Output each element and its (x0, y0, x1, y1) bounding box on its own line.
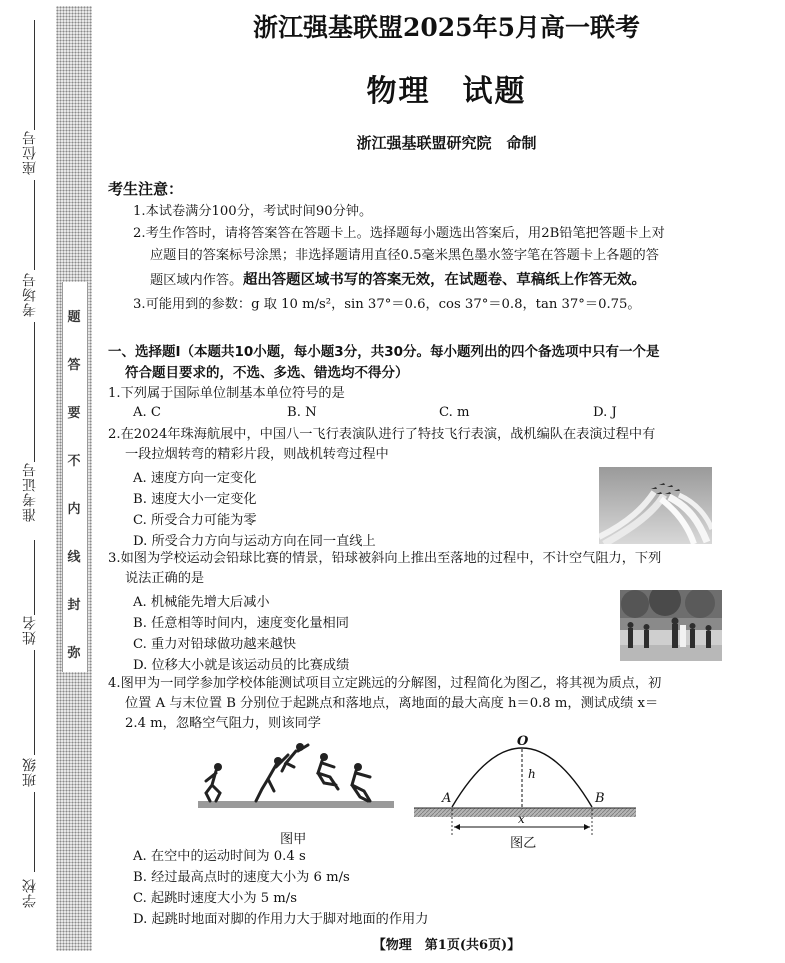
note-item: 2.考生作答时，请将答案答在答题卡上。选择题每小题选出答案后，用2B铅笔把答题卡上对 (133, 226, 665, 241)
shot-put-photo (620, 590, 722, 661)
q4-option-a: A. 在空中的运动时间为 0.4 s (133, 849, 306, 864)
note-item: 1.本试卷满分100分，考试时间90分钟。 (133, 204, 373, 219)
q1-option-b: B. N (287, 405, 317, 420)
section-heading: 一、选择题Ⅰ（本题共10小题，每小题3分，共30分。每小题列出的四个备选项中只有一个是 (108, 344, 660, 360)
exam-title: 浙江强基联盟2025年5月高一联考 (253, 13, 640, 42)
q3-option-c: C. 重力对铅球做功越来越快 (133, 637, 297, 652)
long-jump-sequence-figure (196, 737, 396, 812)
trajectory-diagram (414, 734, 636, 837)
q3-option-d: D. 位移大小就是该运动员的比赛成绩 (133, 658, 350, 673)
seal-char: 要 (67, 406, 81, 421)
q4-stem: 位置 A 与末位置 B 分别位于起跳点和落地点，离地面的最大高度 h＝0.8 m，测试成绩 x＝ (125, 696, 659, 711)
point-b-label: B (595, 791, 605, 806)
q3-stem: 说法正确的是 (125, 571, 205, 586)
page-footer: 【物理 第1页(共6页)】 (372, 938, 521, 953)
q2-stem: 2.在2024年珠海航展中，中国八一飞行表演队进行了特技飞行表演，战机编队在表演过程中有 (108, 427, 656, 442)
q3-option-a: A. 机械能先增大后减小 (133, 595, 270, 610)
point-o-label: O (517, 734, 529, 749)
q1-option-a: A. C (133, 405, 161, 420)
q2-option-b: B. 速度大小一定变化 (133, 492, 257, 507)
seal-char: 封 (67, 598, 81, 613)
q2-option-a: A. 速度方向一定变化 (133, 471, 257, 486)
q4-option-d: D. 起跳时地面对脚的作用力大于脚对地面的作用力 (133, 912, 429, 927)
exam-room-label: 考场号 (22, 272, 38, 317)
seal-char: 题 (67, 310, 81, 325)
binding-line (34, 540, 35, 615)
q1-stem: 1.下列属于国际单位制基本单位符号的是 (108, 386, 345, 401)
binding-line (34, 792, 35, 872)
seal-box (62, 282, 88, 672)
q4-stem: 4.图甲为一同学参加学校体能测试项目立定跳远的分解图，过程简化为图乙，将其视为质点，初 (108, 676, 662, 691)
seal-char: 弥 (67, 646, 81, 661)
height-h-label: h (528, 767, 536, 781)
q3-option-b: B. 任意相等时间内，速度变化量相同 (133, 616, 349, 631)
seal-char: 答 (67, 358, 81, 373)
notes-title: 考生注意： (108, 180, 184, 198)
airshow-photo (599, 467, 712, 544)
seal-char: 线 (67, 550, 81, 565)
q4-stem: 2.4 m，忽略空气阻力，则该同学 (125, 716, 321, 731)
school-label: 学校 (22, 878, 38, 908)
binding-strip (0, 0, 100, 963)
q4-option-c: C. 起跳时速度大小为 5 m/s (133, 891, 297, 906)
note-emphasis: 超出答题区域书写的答案无效，在试题卷、草稿纸上作答无效。 (243, 272, 646, 288)
note-item: 3.可能用到的参数：g 取 10 m/s²，sin 37°＝0.6，cos 37°＝0.8，tan 37°＝0.75。 (133, 297, 641, 312)
ticket-label: 准考证号 (22, 462, 38, 522)
binding-line (34, 650, 35, 755)
distance-x-label: x (518, 812, 525, 826)
figure-1-caption: 图甲 (280, 832, 307, 847)
class-label: 班级 (22, 757, 38, 787)
q2-stem: 一段拉烟转弯的精彩片段，则战机转弯过程中 (125, 447, 389, 462)
seal-char: 内 (67, 502, 81, 517)
q2-option-c: C. 所受合力可能为零 (133, 513, 257, 528)
binding-line (34, 322, 35, 462)
q3-stem: 3.如图为学校运动会铅球比赛的情景，铅球被斜向上推出至落地的过程中，不计空气阻力，下列 (108, 551, 662, 566)
note-item: 题区域内作答。 (150, 273, 243, 288)
q4-option-b: B. 经过最高点时的速度大小为 6 m/s (133, 870, 350, 885)
point-a-label: A (442, 791, 452, 806)
figure-2-caption: 图乙 (510, 836, 537, 851)
author-line: 浙江强基联盟研究院 命制 (356, 134, 537, 152)
name-label: 姓名 (22, 615, 38, 645)
q1-option-c: C. m (439, 405, 470, 420)
q1-option-d: D. J (593, 405, 617, 420)
section-heading: 符合题目要求的，不选、多选、错选均不得分） (125, 365, 409, 381)
q2-option-d: D. 所受合力方向与运动方向在同一直线上 (133, 534, 376, 549)
note-item: 应题目的答案标号涂黑；非选择题请用直径0.5毫米黑色墨水签字笔在答题卡上各题的答 (150, 248, 659, 263)
seat-label: 座位号 (22, 130, 38, 175)
binding-line (34, 180, 35, 270)
seal-char: 不 (67, 454, 81, 469)
binding-line (34, 20, 35, 130)
subject-title: 物理 试题 (366, 74, 527, 109)
